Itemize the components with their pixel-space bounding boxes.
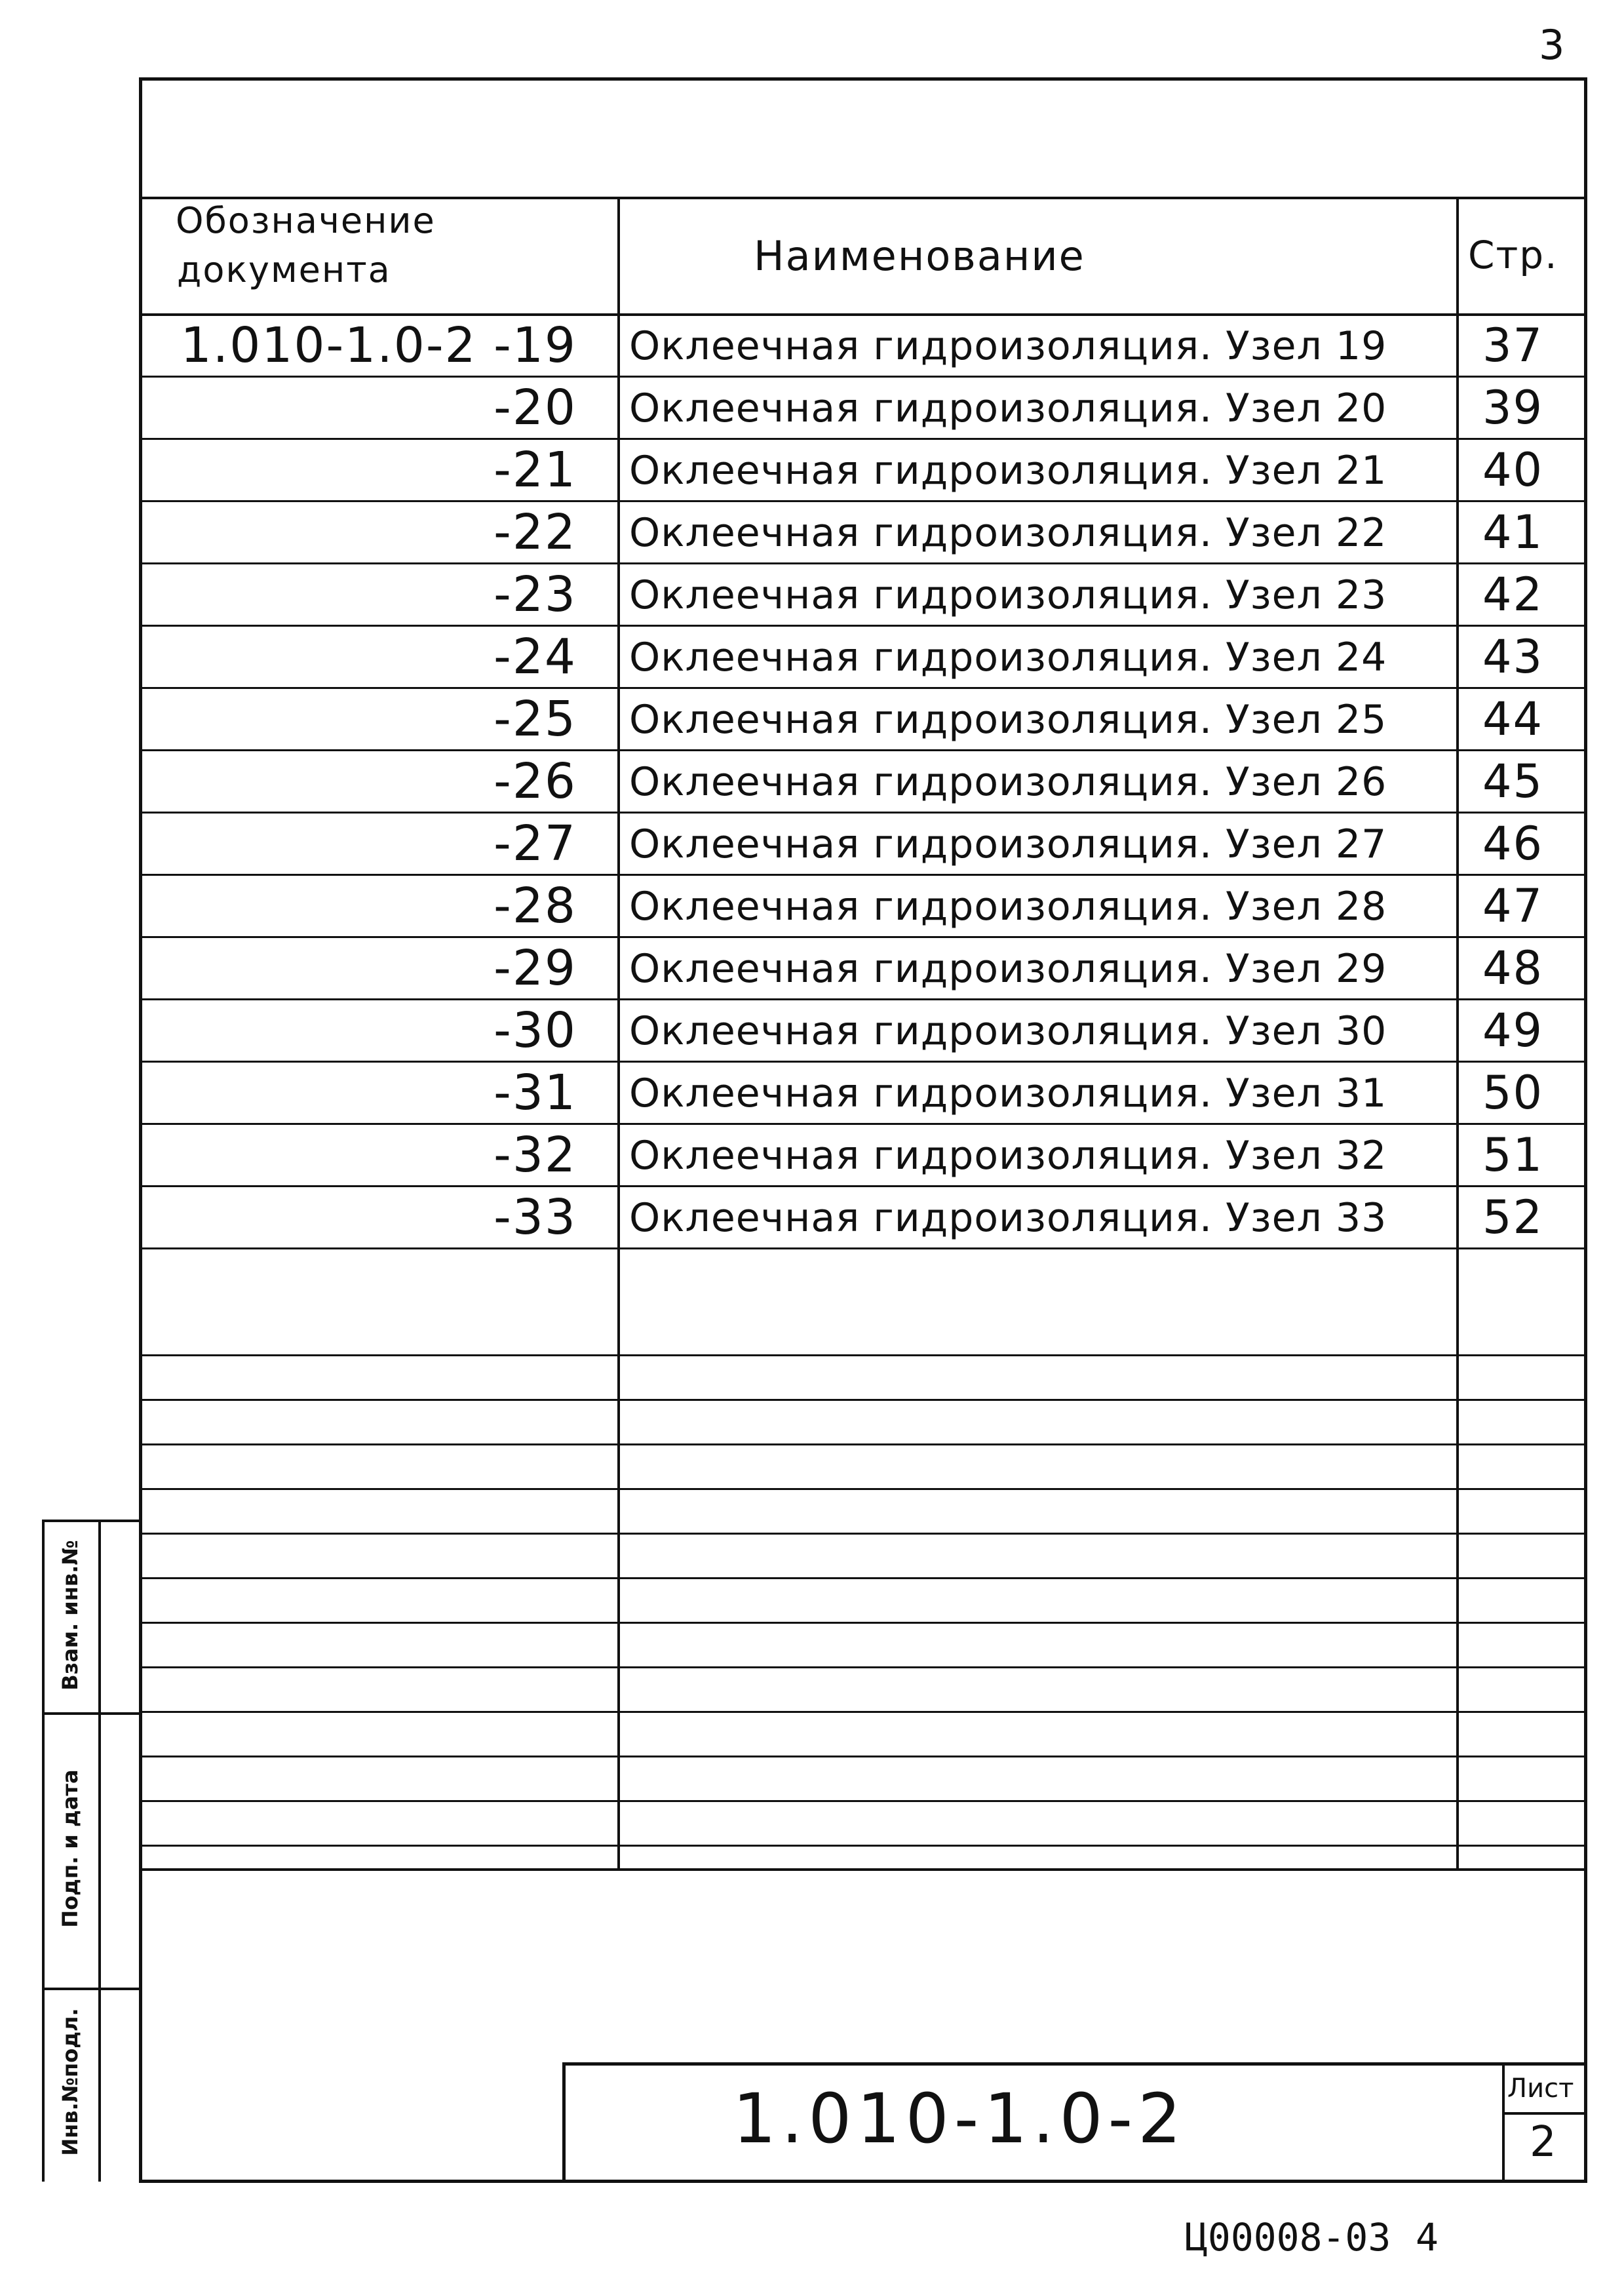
stamp-inv: Инв.№подл. bbox=[58, 2008, 83, 2156]
empty-row-line bbox=[139, 1622, 1587, 1624]
title-block-sheet-hline bbox=[1502, 2112, 1587, 2115]
row-code: -25 bbox=[493, 691, 577, 747]
row-name: Оклеечная гидроизоляция. Узел 19 bbox=[629, 323, 1387, 369]
row-name: Оклеечная гидроизоляция. Узел 21 bbox=[629, 448, 1387, 494]
row-page: 47 bbox=[1482, 879, 1544, 933]
row-line bbox=[139, 376, 1587, 378]
row-code: -23 bbox=[493, 566, 577, 623]
row-name: Оклеечная гидроизоляция. Узел 25 bbox=[629, 697, 1387, 743]
col-divider-2 bbox=[1456, 197, 1459, 1870]
row-code: -22 bbox=[493, 504, 577, 560]
header-top-line bbox=[139, 197, 1587, 199]
row-page: 51 bbox=[1482, 1128, 1544, 1182]
empty-row-line bbox=[139, 1533, 1587, 1535]
empty-row-line bbox=[139, 1354, 1587, 1356]
stamp-vzam: Взам. инв.№ bbox=[58, 1540, 83, 1691]
row-line bbox=[139, 1123, 1587, 1125]
row-page: 37 bbox=[1482, 319, 1544, 372]
row-line bbox=[139, 500, 1587, 502]
frame-bottom bbox=[139, 2180, 1587, 2183]
frame-left bbox=[139, 77, 142, 2183]
title-block-sheet-divider bbox=[1502, 2062, 1505, 2183]
archive-number: 4 bbox=[1416, 2215, 1439, 2260]
row-code: -33 bbox=[493, 1189, 577, 1246]
row-code: -29 bbox=[493, 940, 577, 996]
row-code: -32 bbox=[493, 1127, 577, 1183]
row-name: Оклеечная гидроизоляция. Узел 30 bbox=[629, 1008, 1387, 1054]
row-name: Оклеечная гидроизоляция. Узел 33 bbox=[629, 1195, 1387, 1241]
row-page: 41 bbox=[1482, 505, 1544, 559]
row-code: -26 bbox=[493, 753, 577, 810]
archive-code: Ц00008-03 bbox=[1185, 2215, 1391, 2260]
row-line bbox=[139, 998, 1587, 1000]
row-page: 52 bbox=[1482, 1190, 1544, 1244]
row-page: 49 bbox=[1482, 1004, 1544, 1057]
document-designation: 1.010-1.0-2 bbox=[733, 2079, 1187, 2159]
header-designation-line1: Обозначение bbox=[176, 200, 436, 241]
table-bottom-line bbox=[139, 1868, 1587, 1871]
row-code: -31 bbox=[493, 1065, 577, 1121]
row-name: Оклеечная гидроизоляция. Узел 24 bbox=[629, 635, 1387, 680]
empty-row-line bbox=[139, 1756, 1587, 1757]
stamp-right-line bbox=[98, 1520, 101, 2182]
header-bottom-line bbox=[139, 313, 1587, 316]
row-line bbox=[139, 936, 1587, 938]
row-line bbox=[139, 562, 1587, 564]
empty-row-line bbox=[139, 1845, 1587, 1847]
stamp-div-2 bbox=[42, 1988, 140, 1990]
row-page: 43 bbox=[1482, 630, 1544, 684]
frame-right bbox=[1584, 77, 1587, 2183]
empty-row-line bbox=[139, 1666, 1587, 1668]
row-page: 42 bbox=[1482, 568, 1544, 621]
empty-row-line bbox=[139, 1711, 1587, 1713]
row-code: -20 bbox=[493, 380, 577, 436]
sheet-label: Лист bbox=[1507, 2073, 1574, 2104]
row-page: 50 bbox=[1482, 1066, 1544, 1120]
row-code: -27 bbox=[493, 815, 577, 872]
row-page: 48 bbox=[1482, 941, 1544, 995]
row-line bbox=[139, 625, 1587, 627]
row-page: 45 bbox=[1482, 755, 1544, 808]
row-page: 39 bbox=[1482, 381, 1544, 435]
stamp-top-line bbox=[42, 1520, 140, 1522]
row-line bbox=[139, 438, 1587, 440]
row-name: Оклеечная гидроизоляция. Узел 32 bbox=[629, 1133, 1387, 1179]
row-code: -28 bbox=[493, 878, 577, 934]
page-number: 3 bbox=[1539, 21, 1565, 69]
stamp-left-line bbox=[42, 1520, 45, 2182]
row-line bbox=[139, 812, 1587, 814]
header-page: Стр. bbox=[1468, 233, 1558, 277]
title-block-top bbox=[562, 2062, 1587, 2066]
title-block-left bbox=[562, 2062, 566, 2183]
row-page: 46 bbox=[1482, 817, 1544, 871]
row-name: Оклеечная гидроизоляция. Узел 20 bbox=[629, 385, 1387, 431]
empty-row-line bbox=[139, 1577, 1587, 1579]
row-code: -24 bbox=[493, 629, 577, 685]
row-name: Оклеечная гидроизоляция. Узел 22 bbox=[629, 510, 1387, 556]
empty-row-line bbox=[139, 1443, 1587, 1445]
stamp-podp: Подп. и дата bbox=[58, 1769, 83, 1928]
header-name: Наименование bbox=[754, 232, 1085, 280]
header-designation-line2: документа bbox=[177, 249, 391, 290]
row-name: Оклеечная гидроизоляция. Узел 31 bbox=[629, 1070, 1387, 1116]
row-line bbox=[139, 749, 1587, 751]
empty-row-line bbox=[139, 1800, 1587, 1802]
row-code: -21 bbox=[493, 442, 577, 498]
empty-row-line bbox=[139, 1399, 1587, 1401]
row-line bbox=[139, 1061, 1587, 1063]
row-name: Оклеечная гидроизоляция. Узел 29 bbox=[629, 946, 1387, 992]
row-line bbox=[139, 874, 1587, 876]
row-line bbox=[139, 1247, 1587, 1249]
col-divider-1 bbox=[617, 197, 620, 1870]
row-name: Оклеечная гидроизоляция. Узел 26 bbox=[629, 759, 1387, 805]
stamp-div-1 bbox=[42, 1712, 140, 1715]
row-code: 1.010-1.0-2 -19 bbox=[180, 317, 577, 374]
row-code: -30 bbox=[493, 1002, 577, 1059]
row-page: 44 bbox=[1482, 692, 1544, 746]
row-name: Оклеечная гидроизоляция. Узел 23 bbox=[629, 572, 1387, 618]
sheet-number: 2 bbox=[1530, 2118, 1558, 2167]
row-page: 40 bbox=[1482, 443, 1544, 497]
row-line bbox=[139, 687, 1587, 689]
row-name: Оклеечная гидроизоляция. Узел 27 bbox=[629, 821, 1387, 867]
row-name: Оклеечная гидроизоляция. Узел 28 bbox=[629, 884, 1387, 930]
frame-top bbox=[139, 77, 1587, 81]
empty-row-line bbox=[139, 1488, 1587, 1490]
row-line bbox=[139, 1185, 1587, 1187]
